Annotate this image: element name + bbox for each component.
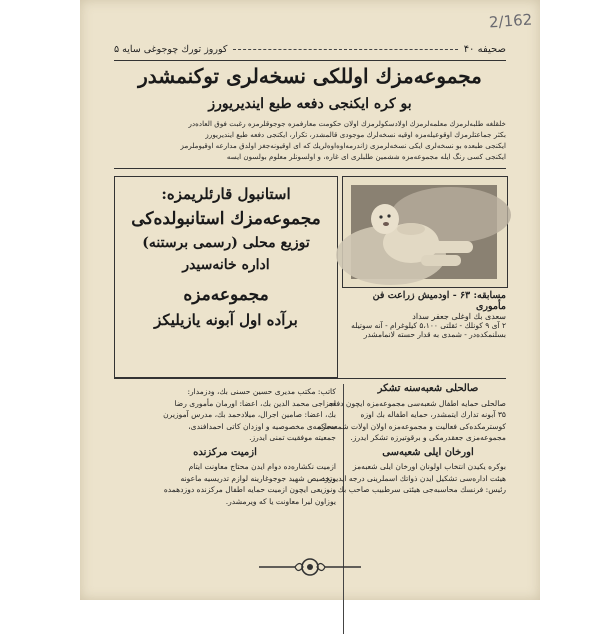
- right-text-line: بوكره یكیدن انتخاب اولونان اورخان ایلی شعبه‌مز: [352, 462, 506, 471]
- left-text-line: كاتب: مكتب مدیری حسین حسنی بك، ودزمدار:: [187, 387, 336, 396]
- column-rule: [114, 378, 506, 379]
- right-column-heading: صالحلی شعبه‌سنه تشكر: [377, 383, 479, 394]
- left-text-line: ونوزیعی ایچون ازمیت حمایه اطفال مركزنده دوزدهمده: [163, 485, 336, 494]
- caption-line: سعدی بك اوغلی جعفر سداد: [412, 312, 506, 321]
- section-rule: [114, 168, 506, 169]
- notice-line: استانبول قارئلریمزه:: [161, 185, 291, 203]
- subheadline: بو كره ایكنجی دفعه طبع ایندیریورز: [208, 96, 412, 112]
- left-text-line: وتخصیص شهید جوجوغارینه لوازم تدریسیه ماعونه: [180, 473, 336, 483]
- notice-line: مجموعه‌مزه: [183, 285, 269, 305]
- baby-photo-drawing: [351, 185, 497, 279]
- right-text-line: صالحلی حمایه اطفال شعبه‌سی مجموعه‌مزه ایچون دفعه: [328, 398, 506, 408]
- left-text-line: اجزاجی محمد الدین بك، اعضا: اورمان مأموری رضا: [174, 398, 336, 408]
- notice-line: مجموعه‌مزك استانبولده‌كی: [131, 209, 321, 229]
- scanned-page: [80, 0, 540, 600]
- right-text-line: مجموعه‌مزی جعقدرمكی و برقوتیرزه تشكر ایدرز.: [350, 433, 506, 442]
- left-column-heading: ازمیت مركزنده: [193, 446, 257, 458]
- header-dash: [233, 49, 457, 50]
- header-rule: [114, 60, 506, 61]
- photo-caption: [342, 290, 506, 339]
- magazine-issue: کوروز تورك چوجوغی سایه ۵: [114, 43, 228, 55]
- caption-line: ۲ آی ۹ كونلك - ثقلتی ۵،۱۰۰ كیلوغرام - آنه سوتیله: [351, 321, 506, 330]
- notice-line: توزیع محلی (رسمی برستنه): [142, 235, 310, 251]
- intro-line: ایكنجی طبعده بو نسخه‌لری ایكی نسخه‌لرمزی ژاندرمه‌اوه‌اوه‌لریك كه ای اوقیونه‌جغز اولدق مدارعه اوقیوملرمز: [180, 141, 506, 150]
- intro-paragraph: [114, 118, 506, 162]
- right-text-line: كوسترمكده‌كی فعالیت و مجموعه‌مزه اولان اولات شمعه‌مزه: [317, 421, 506, 431]
- caption-line: مسابقه: ۶۳ - اودمیش زراعت فن مأموری: [372, 290, 506, 312]
- right-text-line: هیئت اداره‌سی تشكیل ایدن ذواتك اسملرینی درجه ایدیورز:: [322, 473, 506, 483]
- left-text-line: محاكمه‌ی مخصوصیه و اوزدان كاتی احمدافندی،: [188, 421, 336, 431]
- left-text-line: بك، اعضا: صامین اجرال، میلادحمد بك، مدرس آموزیرن: [163, 410, 336, 419]
- intro-line: خلقلغه طلبه‌لرمزك معلمه‌لرمزك اولادسكولرمزك اولان حكومت معارفمزه جوجوقلرمزه رغبت فوق العاده‌در: [188, 119, 506, 128]
- page-header: [114, 40, 506, 58]
- baby-photo: [351, 185, 497, 279]
- right-text-line: ۳۵ آبونه تدارك ایتمشدر، حمایه اطفاله بك اوزه: [360, 410, 506, 419]
- left-text-line: جمعیته موفقیت تمنی ایدرز.: [249, 433, 336, 442]
- caption-line: بسلنمكده‌در - شمدی به قدار حسته لانمامشدر: [363, 330, 506, 339]
- ornament: [255, 556, 365, 578]
- intro-line: بكثر جماعتلرمزك اوقوعیله‌مزه اوقیه نسخه‌لرك موجودی قالمشدر، تكرار، ایكنجی دفعه طبع ایندیریورز: [205, 130, 506, 139]
- right-text-line: رئیس: فرنسك محاسبه‌جی هیئتی سرطبیب صاحب بك: [337, 485, 506, 494]
- istanbul-notice-box: [114, 176, 338, 378]
- pencil-note: 2/162: [488, 10, 533, 32]
- intro-line: ایكنجی كسی رنگ ایله مجموعه‌مزه ششمین طلبلری ای غاره، و اولسونلر معلوم بولسون ایسه: [226, 152, 506, 161]
- left-text-line: یوزاون لیرا معاونت یا كه ویرمشدر.: [225, 496, 336, 506]
- notice-line: اداره خانه‌سیدر: [182, 257, 270, 273]
- headline: مجموعه‌مزك اوللكی نسخه‌لری توكنمشدر: [138, 64, 482, 88]
- page-number: صحیفه ۴۰: [463, 43, 506, 55]
- right-column: [317, 380, 506, 496]
- left-text-line: ازمیت نكشاره‌ده دوام ایدن محتاج معاونت ایتام: [188, 462, 336, 471]
- right-column-heading: اورخان ایلی شعبه‌سی: [382, 446, 474, 458]
- notice-line: برآده اول آبونه یازیلیكز: [154, 311, 298, 329]
- photo-frame: [342, 176, 508, 288]
- left-column: [114, 386, 336, 507]
